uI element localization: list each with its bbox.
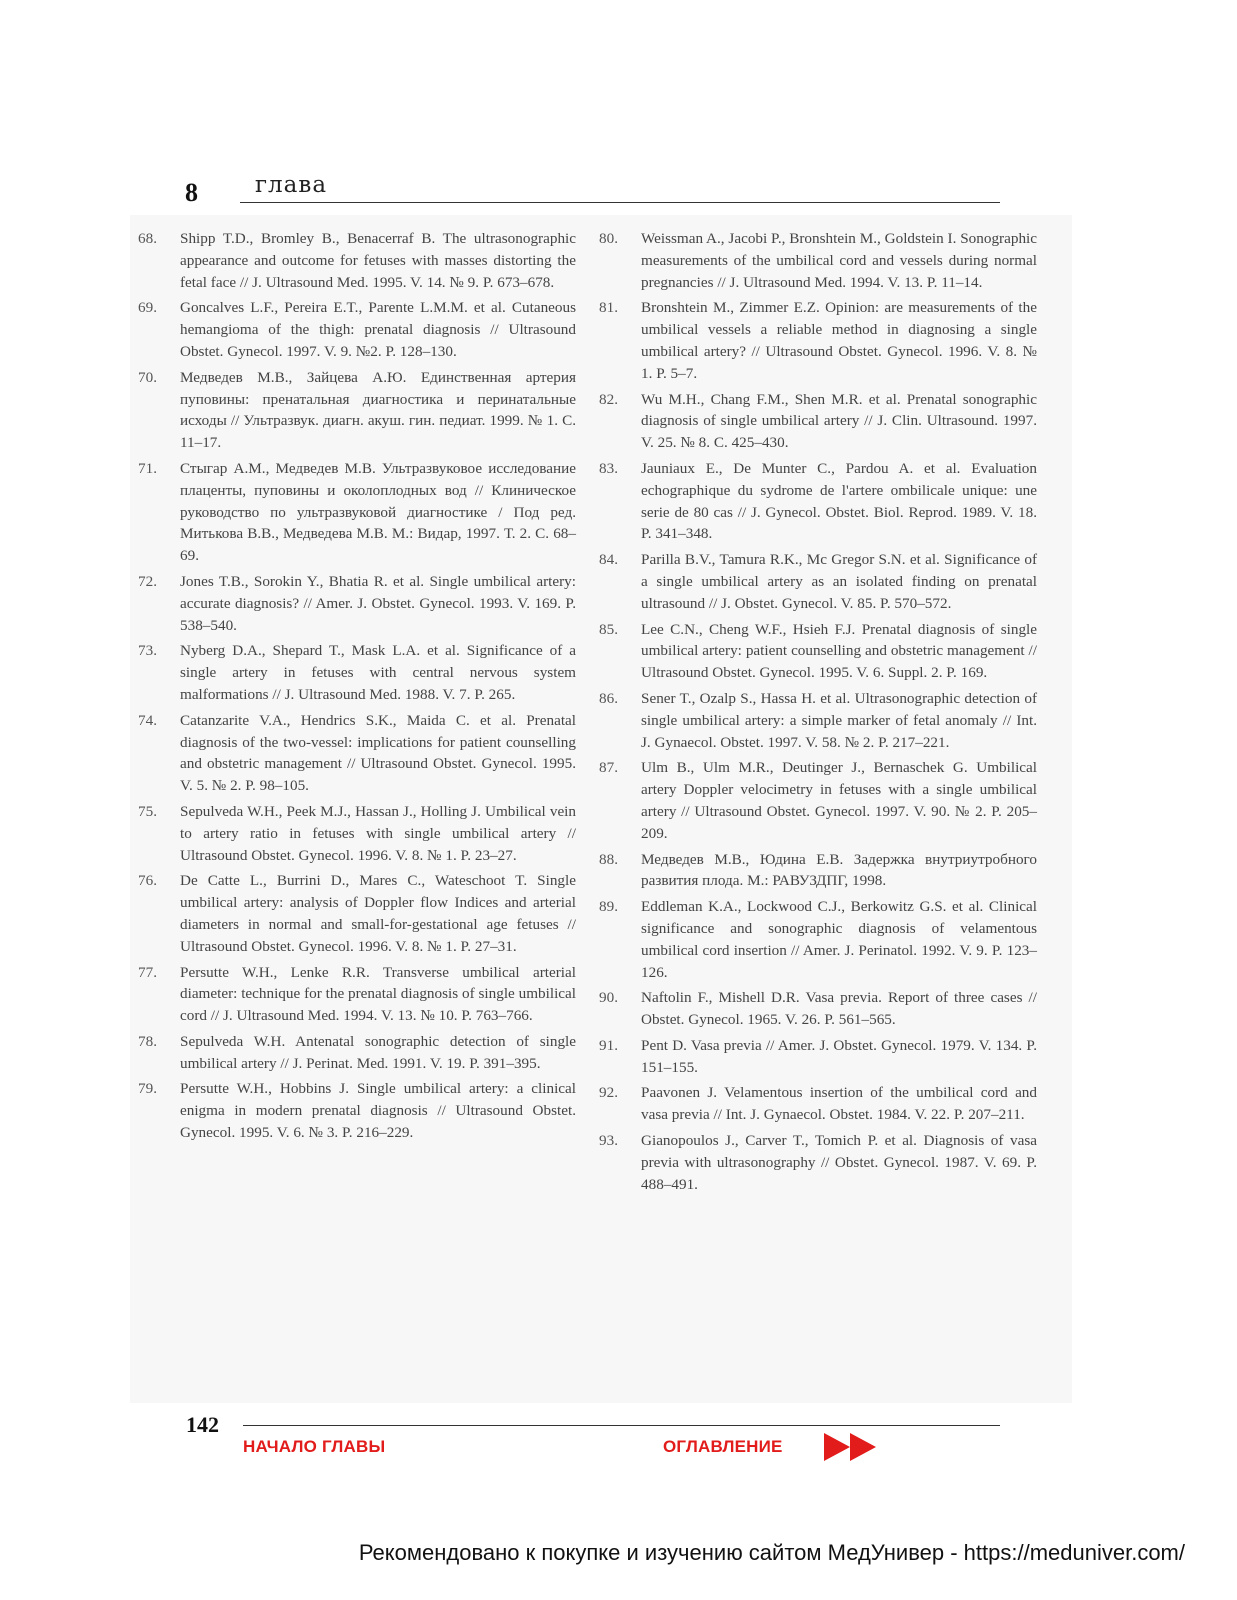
reference-item <box>599 619 1037 684</box>
reference-text: Paavonen J. Velamentous insertion of the umbilical cord and vasa previa // Int. J. Gynaecol. Obstet. 1984. V. 22. P. 207–211. <box>641 1084 1037 1124</box>
reference-number: 68. <box>138 230 157 247</box>
reference-item <box>599 1130 1037 1195</box>
page-number: 142 <box>186 1412 219 1437</box>
reference-number: 88. <box>599 850 618 868</box>
reference-item <box>599 896 1037 983</box>
reference-item <box>599 849 1037 893</box>
chapter-header <box>185 172 1015 212</box>
reference-item <box>138 1078 576 1143</box>
reference-text: Nyberg D.A., Shepard T., Mask L.A. et al. Significance of a single artery in fetuses with central nervous system malformations // J. Ultrasound Med. 1988. V. 7. P. 265. <box>180 642 576 703</box>
reference-text: Sepulveda W.H. Antenatal sonographic detection of single umbilical artery // J. Perinat. Med. 1991. V. 19. P. 391–395. <box>180 1032 576 1072</box>
promo-banner-text: Рекомендовано к покупке и изучению сайтом МедУнивер - https://meduniver.com/ <box>358 1540 1185 1565</box>
reference-number: 82. <box>599 390 618 408</box>
footer-rule <box>243 1425 1000 1426</box>
header-rule <box>240 202 1000 203</box>
double-arrow-right-icon[interactable] <box>824 1433 878 1461</box>
reference-item <box>138 1031 576 1075</box>
reference-number: 74. <box>138 711 157 729</box>
reference-number: 71. <box>138 459 157 477</box>
reference-text: Goncalves L.F., Pereira E.T., Parente L.M.M. et al. Cutaneous hemangioma of the thigh: prenatal diagnosis // Ultrasound Obstet. Gynecol. 1997. V. 9. №2. P. 128–130. <box>180 299 576 360</box>
reference-text: Медведев М.В., Зайцева А.Ю. Единственная артерия пуповины: пренатальная диагностика и перинатальные исходы // Ультразвук. диагн. акуш. гин. педиат. 1999. № 1. С. 11–17. <box>180 368 576 452</box>
reference-item <box>599 549 1037 614</box>
reference-item <box>138 962 576 1027</box>
reference-item <box>138 228 576 293</box>
reference-number: 76. <box>138 872 157 890</box>
reference-item <box>138 640 576 705</box>
reference-item <box>138 710 576 797</box>
reference-item <box>138 458 576 567</box>
reference-item <box>599 297 1037 384</box>
reference-text: Catanzarite V.A., Hendrics S.K., Maida C. et al. Prenatal diagnosis of the two-vessel: implications for patient counselling and obstetric management // Ultrasound Obstet. Gynecol. 1995. V. 5. № 2. P. 98–105. <box>180 711 576 795</box>
reference-number: 83. <box>599 459 618 477</box>
reference-text: Parilla B.V., Tamura R.K., Mc Gregor S.N. et al. Significance of a single umbilical artery as an isolated finding on prenatal ultrasound // J. Obstet. Gynecol. V. 85. P. 570–572. <box>641 551 1037 612</box>
reference-number: 89. <box>599 898 618 916</box>
reference-number: 87. <box>599 759 618 777</box>
reference-number: 77. <box>138 963 157 981</box>
table-of-contents-link[interactable]: ОГЛАВЛЕНИЕ <box>663 1437 783 1456</box>
reference-number: 85. <box>599 620 618 638</box>
chapter-start-link[interactable]: НАЧАЛО ГЛАВЫ <box>243 1437 386 1456</box>
reference-item <box>138 297 576 362</box>
reference-item <box>599 1035 1037 1079</box>
reference-number: 84. <box>599 551 618 569</box>
reference-item <box>599 228 1037 293</box>
reference-number: 81. <box>599 299 618 317</box>
reference-number: 92. <box>599 1084 618 1102</box>
references-left-column <box>138 228 576 1148</box>
reference-text: Pent D. Vasa previa // Amer. J. Obstet. Gynecol. 1979. V. 134. P. 151–155. <box>641 1036 1037 1076</box>
reference-item <box>138 870 576 957</box>
reference-text: Sener T., Ozalp S., Hassa H. et al. Ultrasonographic detection of single umbilical artery: a simple marker of fetal anomaly // Int. J. Gynaecol. Obstet. 1997. V. 58. № 2. P. 217–221. <box>641 689 1037 751</box>
reference-text: Jauniaux E., De Munter C., Pardou A. et al. Evaluation echographique du sydrome de l'artere ombilicale unique: une serie de 80 cas // J. Gynecol. Obstet. Biol. Reprod. 1989. V. 18. P. 341–348. <box>641 459 1037 543</box>
reference-item <box>599 389 1037 454</box>
references-right-column <box>599 228 1037 1199</box>
reference-item <box>599 458 1037 545</box>
reference-number: 91. <box>599 1036 618 1054</box>
reference-item <box>599 987 1037 1031</box>
reference-item <box>599 688 1037 753</box>
reference-number: 78. <box>138 1032 157 1050</box>
reference-text: Ulm B., Ulm M.R., Deutinger J., Bernaschek G. Umbilical artery Doppler velocimetry in fetuses with a single umbilical artery // Ultrasound Obstet. Gynecol. 1997. V. 90. № 2. P. 205–209. <box>641 759 1037 842</box>
chapter-number: 8 <box>185 178 198 207</box>
reference-text: Wu M.H., Chang F.M., Shen M.R. et al. Prenatal sonographic diagnosis of single umbilical artery // J. Clin. Ultrasound. 1997. V. 25. № 8. C. 425–430. <box>641 390 1037 452</box>
reference-text: Стыгар А.М., Медведев М.В. Ультразвуковое исследование плаценты, пуповины и околоплодных вод // Клиническое руководство по ультразвуковой диагностике / Под ред. Митькова В.В., Медведева М.В. М.: Видар, 1997. Т. 2. С. 68–69. <box>180 459 576 565</box>
reference-number: 75. <box>138 802 157 820</box>
reference-item <box>138 801 576 866</box>
reference-number: 73. <box>138 642 157 660</box>
reference-item <box>599 757 1037 844</box>
reference-number: 72. <box>138 572 157 590</box>
reference-number: 70. <box>138 368 157 386</box>
reference-text: De Catte L., Burrini D., Mares C., Wateschoot T. Single umbilical artery: analysis of Doppler flow Indices and arterial diameters in normal and small-for-gestational age fetuses // Ultrasound Obstet. Gynecol. 1996. V. 8. № 1. P. 27–31. <box>180 872 576 955</box>
chapter-word: глава <box>255 172 328 198</box>
reference-text: Shipp T.D., Bromley B., Benacerraf B. The ultrasonographic appearance and outcome for fetuses with masses distorting the fetal face // J. Ultrasound Med. 1995. V. 14. № 9. P. 673–678. <box>180 230 576 291</box>
reference-number: 90. <box>599 989 618 1007</box>
reference-text: Sepulveda W.H., Peek M.J., Hassan J., Holling J. Umbilical vein to artery ratio in fetuses with single umbilical artery // Ultrasound Obstet. Gynecol. 1996. V. 8. № 1. P. 23–27. <box>180 802 576 864</box>
reference-text: Weissman A., Jacobi P., Bronshtein M., Goldstein I. Sonographic measurements of the umbilical cord and vessels during normal pregnancies // J. Ultrasound Med. 1994. V. 13. P. 11–14. <box>641 230 1037 291</box>
reference-text: Persutte W.H., Hobbins J. Single umbilical artery: a clinical enigma in modern prenatal diagnosis // Ultrasound Obstet. Gynecol. 1995. V. 6. № 3. P. 216–229. <box>180 1080 576 1142</box>
reference-number: 86. <box>599 689 618 707</box>
reference-item <box>599 1082 1037 1126</box>
reference-text: Медведев М.В., Юдина Е.В. Задержка внутриутробного развития плода. М.: РАВУЗДПГ, 1998. <box>641 850 1037 890</box>
reference-text: Gianopoulos J., Carver T., Tomich P. et al. Diagnosis of vasa previa with ultrasonography // Obstet. Gynecol. 1987. V. 69. P. 488–491. <box>641 1132 1037 1193</box>
reference-number: 79. <box>138 1080 157 1098</box>
reference-text: Persutte W.H., Lenke R.R. Transverse umbilical arterial diameter: technique for the prenatal diagnosis of single umbilical cord // J. Ultrasound Med. 1994. V. 13. № 10. P. 763–766. <box>180 963 576 1025</box>
reference-text: Bronshtein M., Zimmer E.Z. Opinion: are measurements of the umbilical vessels a reliable method in diagnosing a single umbilical artery? // Ultrasound Obstet. Gynecol. 1996. V. 8. № 1. P. 5–7. <box>641 299 1037 382</box>
reference-text: Naftolin F., Mishell D.R. Vasa previa. Report of three cases // Obstet. Gynecol. 1965. V. 26. P. 561–565. <box>641 989 1037 1029</box>
reference-item <box>138 367 576 454</box>
reference-number: 80. <box>599 230 618 247</box>
reference-number: 69. <box>138 299 157 317</box>
reference-number: 93. <box>599 1132 618 1150</box>
reference-text: Lee C.N., Cheng W.F., Hsieh F.J. Prenatal diagnosis of single umbilical artery: patient counselling and obstetric management // Ultrasound Obstet. Gynecol. 1995. V. 6. Suppl. 2. P. 169. <box>641 620 1037 682</box>
reference-text: Eddleman K.A., Lockwood C.J., Berkowitz G.S. et al. Clinical significance and sonographic diagnosis of velamentous umbilical cord insertion // Amer. J. Perinatol. 1992. V. 9. P. 123–126. <box>641 898 1037 981</box>
reference-text: Jones T.B., Sorokin Y., Bhatia R. et al. Single umbilical artery: accurate diagnosis? // Amer. J. Obstet. Gynecol. 1993. V. 169. P. 538–540. <box>180 572 576 634</box>
reference-item <box>138 571 576 636</box>
